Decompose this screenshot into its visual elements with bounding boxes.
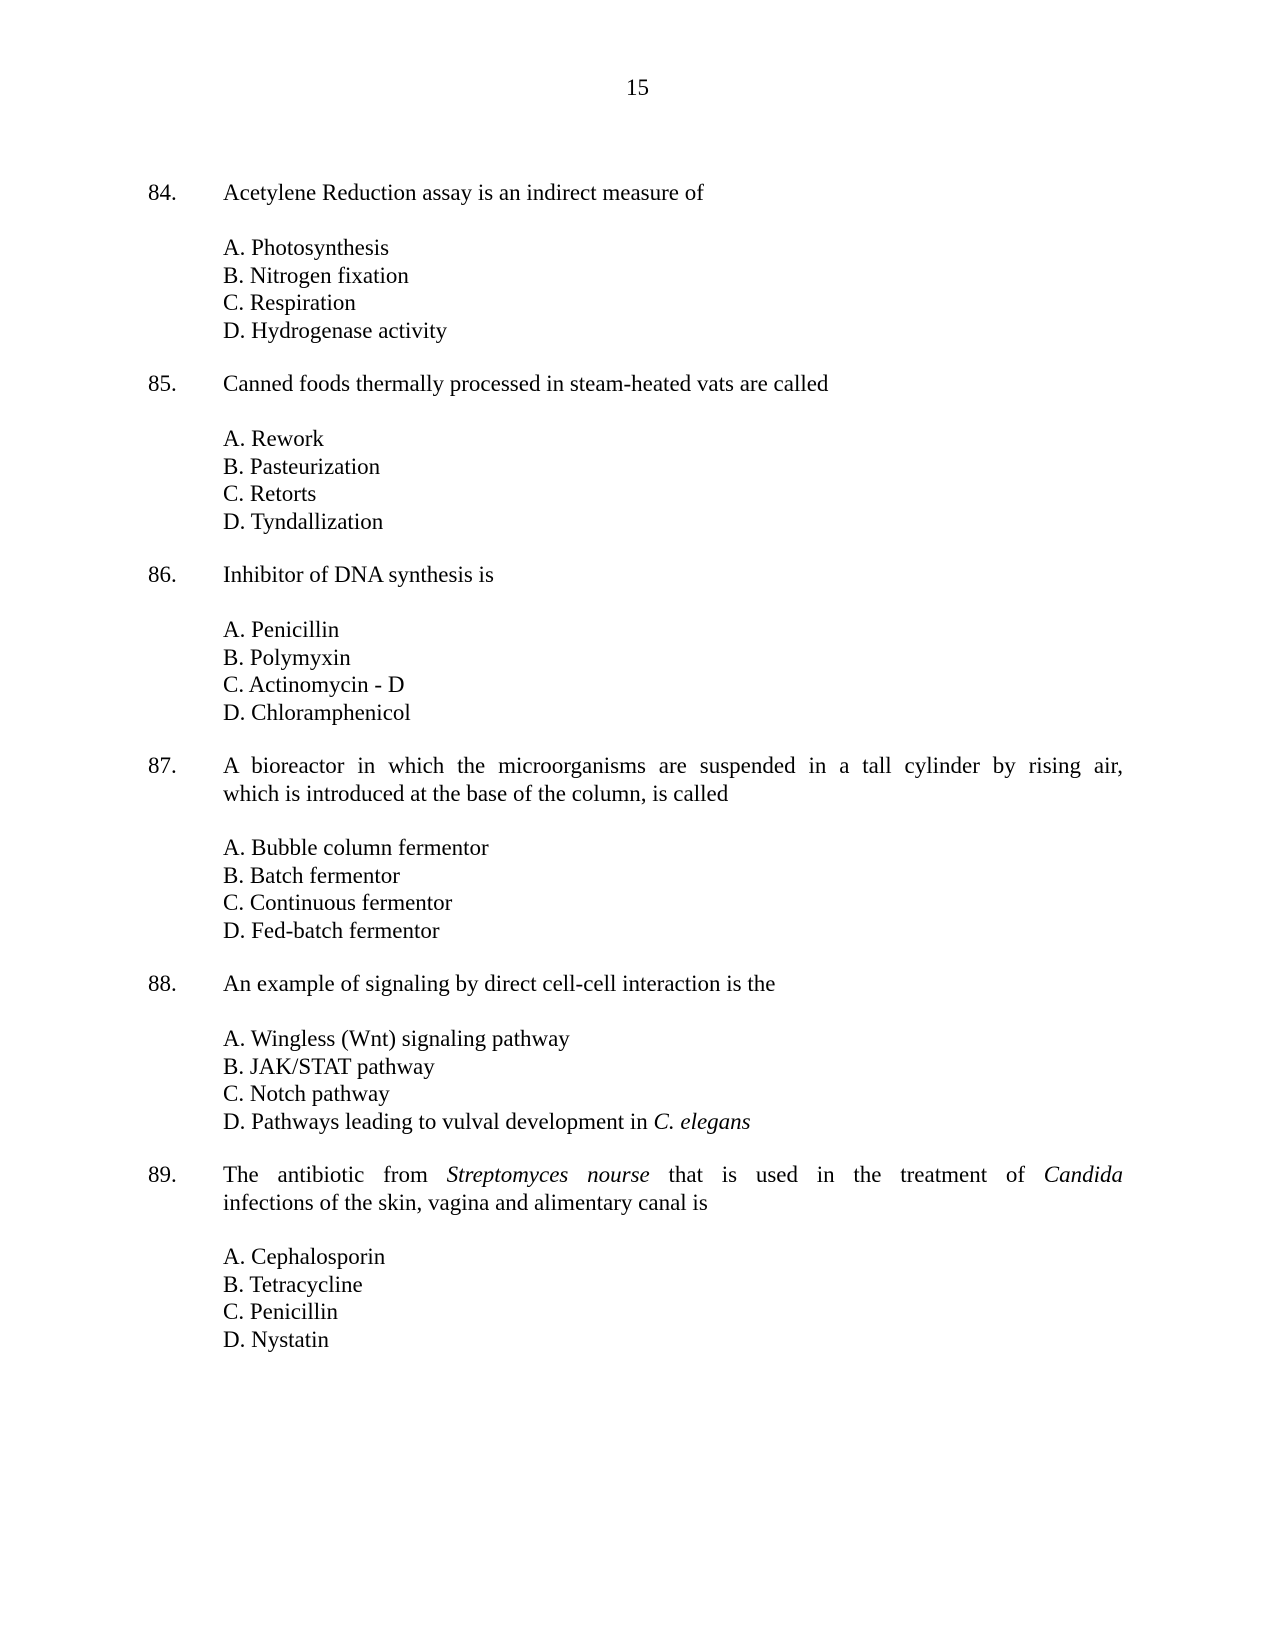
option-a: A. Photosynthesis <box>223 235 390 260</box>
answer-options <box>223 616 411 726</box>
option-d: D. Nystatin <box>223 1326 330 1352</box>
question-number: 87. <box>148 753 177 778</box>
question-text-line: Inhibitor of DNA synthesis is <box>223 562 494 587</box>
answer-options <box>223 1025 751 1135</box>
option-c: C. Respiration <box>223 290 356 315</box>
option-b: B. JAK/STAT pathway <box>223 1053 435 1079</box>
text-part: The antibiotic from <box>223 1162 447 1187</box>
option-d: D. Hydrogenase activity <box>223 317 448 343</box>
option-b: B. Nitrogen fixation <box>223 262 409 288</box>
option-c: C. Continuous fermentor <box>223 890 453 915</box>
question-text-line: An example of signaling by direct cell-cell interaction is the <box>223 971 776 996</box>
option-b: B. Tetracycline <box>223 1271 363 1297</box>
answer-options <box>223 1243 385 1353</box>
question-text-line: which is introduced at the base of the column, is called <box>223 780 729 806</box>
question-text <box>223 179 1123 207</box>
answer-options <box>223 834 489 944</box>
question-text-line: infections of the skin, vagina and alimentary canal is <box>223 1189 708 1215</box>
text-part: that is used in the treatment of <box>649 1162 1044 1187</box>
option-c: C. Notch pathway <box>223 1081 390 1106</box>
option-d: D. Tyndallization <box>223 508 384 534</box>
option-d: D. Chloramphenicol <box>223 699 411 725</box>
page-number: 15 <box>626 75 649 100</box>
option-a: A. Rework <box>223 426 324 451</box>
option-c: C. Penicillin <box>223 1299 338 1324</box>
question-text-line <box>223 1161 1123 1189</box>
question-number: 84. <box>148 180 177 205</box>
option-b: B. Pasteurization <box>223 453 381 479</box>
option-b: B. Batch fermentor <box>223 862 400 888</box>
answer-options <box>223 234 447 344</box>
answer-options <box>223 425 383 535</box>
option-c: C. Actinomycin - D <box>223 672 405 697</box>
option-d-text: D. Pathways leading to vulval development in <box>223 1108 654 1134</box>
option-d-species: C. elegans <box>653 1108 751 1134</box>
question-text <box>223 561 1123 589</box>
organism-name: Streptomyces nourse <box>446 1162 650 1187</box>
question-text <box>223 1161 1123 1216</box>
option-d <box>223 1108 751 1136</box>
option-a: A. Wingless (Wnt) signaling pathway <box>223 1026 570 1051</box>
option-b: B. Polymyxin <box>223 644 351 670</box>
organism-name: Candida <box>1043 1162 1123 1187</box>
question-text <box>223 970 1123 998</box>
option-d: D. Fed-batch fermentor <box>223 917 440 943</box>
question-text-line: A bioreactor in which the microorganisms are suspended in a tall cylinder by rising air, <box>223 753 1123 778</box>
question-number: 89. <box>148 1162 177 1187</box>
option-a: A. Bubble column fermentor <box>223 835 489 860</box>
option-a: A. Cephalosporin <box>223 1244 386 1269</box>
question-text <box>223 370 1123 398</box>
option-a: A. Penicillin <box>223 617 340 642</box>
question-text-line: Acetylene Reduction assay is an indirect measure of <box>223 180 704 205</box>
question-text <box>223 752 1123 807</box>
option-c: C. Retorts <box>223 481 317 506</box>
question-number: 85. <box>148 371 177 396</box>
question-text-line: Canned foods thermally processed in steam-heated vats are called <box>223 371 829 396</box>
question-number: 86. <box>148 562 177 587</box>
question-number: 88. <box>148 971 177 996</box>
